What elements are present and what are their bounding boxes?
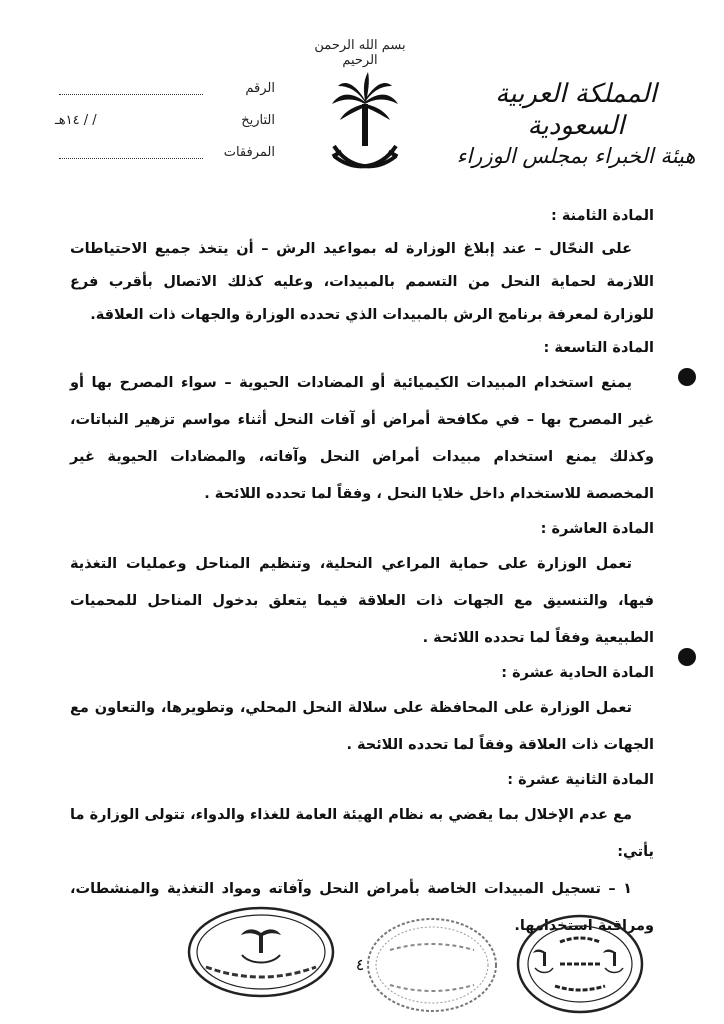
date-label: التاريخ xyxy=(241,112,275,128)
article-9-title: المادة التاسعة : xyxy=(543,340,654,356)
article-8-title: المادة الثامنة : xyxy=(551,208,654,224)
ref-number-row xyxy=(55,72,275,104)
experts-commission-stamp xyxy=(186,905,336,1000)
list-item: ١ – تسجيل المبيدات الخاصة بأمراض النحل وآفاته ومواد التغذية والمنشطات، ومراقبة استخدامها. xyxy=(70,881,654,934)
article-8-text: على النحّال – عند إبلاغ الوزارة له بمواعيد الرش – أن يتخذ جميع الاحتياطات اللازمة لحماية النحل من التسمم بالمبيدات، وعليه كذلك الاتصال بأقرب فرع للوزارة لمعرفة برنامج الرش بالمبيدات الذي تحدده الوزارة والجهات ذات العلاقة. xyxy=(70,241,654,323)
article-12-text: مع عدم الإخلال بما يقضي به نظام الهيئة العامة للغذاء والدواء، تتولى الوزارة ما يأتي: xyxy=(70,807,654,860)
article-12-title: المادة الثانية عشرة : xyxy=(507,772,654,788)
council-stamp xyxy=(365,915,500,1015)
date-row xyxy=(55,104,275,136)
page-number: ٤ xyxy=(355,955,365,974)
date-value: / / ١٤هـ xyxy=(55,112,97,128)
attachments-label: المرفقات xyxy=(223,144,275,160)
letterhead xyxy=(456,78,696,170)
article-9-text: يمنع استخدام المبيدات الكيميائية أو المضادات الحيوية – سواء المصرح بها أو غير المصرح بها – في مكافحة أمراض أو آفات النحل أثناء مواسم تزهير النباتات، وكذلك يمنع استخدام مبيدات أمراض النحل وآفاته، والمضادات الحيوية غير المخصصة للاستخدام داخل خلايا النحل ، وفقاً لما تحدده اللائحة . xyxy=(70,375,654,502)
basmala: بسم الله الرحمن الرحيم xyxy=(314,38,406,68)
ref-number-line xyxy=(59,82,203,95)
attachments-line xyxy=(59,146,203,159)
margin-bullet-1 xyxy=(678,368,696,386)
attachments-row xyxy=(55,136,275,168)
authority-name: هيئة الخبراء بمجلس الوزراء xyxy=(456,144,696,168)
country-name: المملكة العربية السعودية xyxy=(495,79,657,141)
article-11-text: تعمل الوزارة على المحافظة على سلالة النحل المحلي، وتطويرها، والتعاون مع الجهات ذات العلاقة وفقاً لما تحدده اللائحة . xyxy=(70,700,654,753)
ref-number-label: الرقم xyxy=(245,80,275,96)
cabinet-office-stamp xyxy=(515,912,645,1017)
reference-fields xyxy=(55,72,275,168)
article-11-title: المادة الحادية عشرة : xyxy=(501,665,654,681)
saudi-emblem-icon xyxy=(330,72,400,182)
article-10-text: تعمل الوزارة على حماية المراعي النحلية، وتنظيم المناحل وعمليات التغذية فيها، والتنسيق مع الجهات ذات العلاقة فيما يتعلق بدخول المناحل للمحميات الطبيعية وفقاً لما تحدده اللائحة . xyxy=(70,556,654,646)
margin-bullet-2 xyxy=(678,648,696,666)
document-body xyxy=(70,200,654,945)
article-10-title: المادة العاشرة : xyxy=(540,521,654,537)
